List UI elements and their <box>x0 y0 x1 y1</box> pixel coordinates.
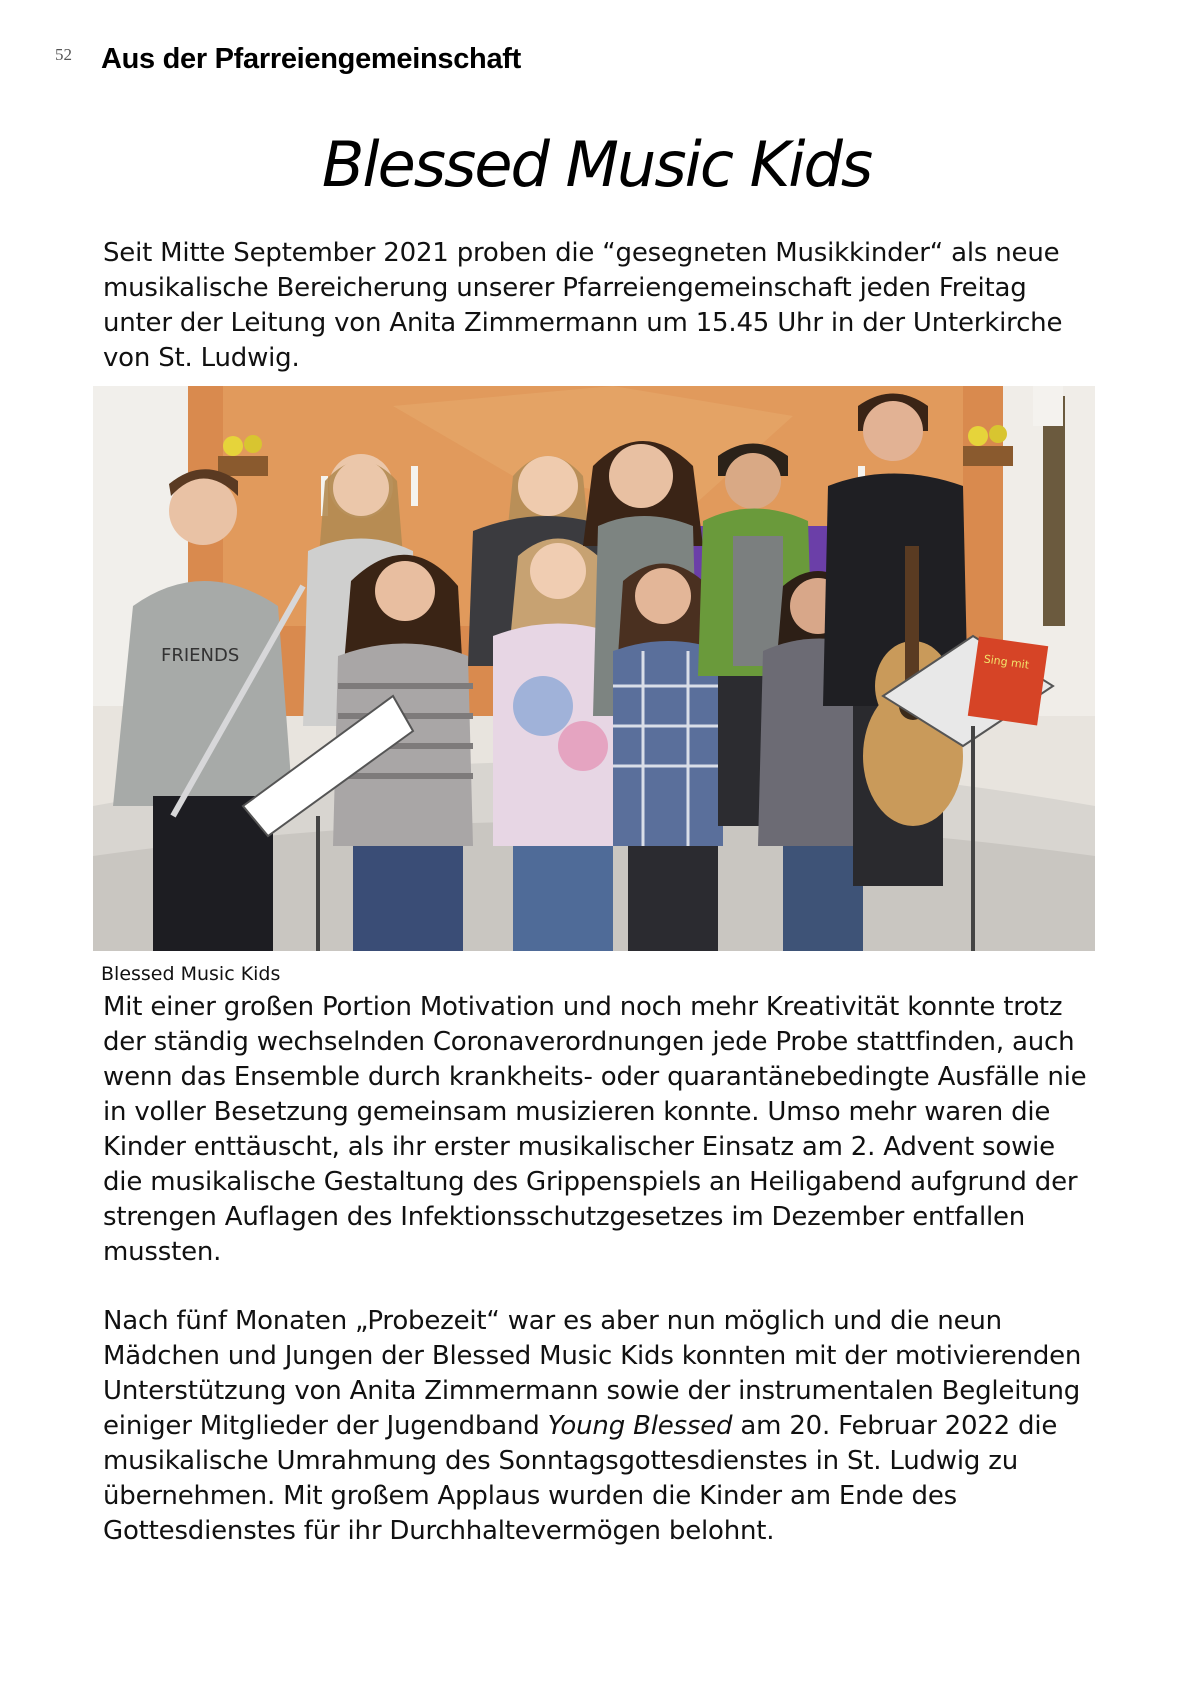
svg-text:FRIENDS: FRIENDS <box>161 645 240 666</box>
paragraph-2-part-1: Nach fünf Monaten „Probezeit“ war es aber nun möglich und die neun Mädchen und Jungen der Blessed Music Kids konnten mit der motivierenden Unterstützung von Anita Zimmermann sowie der instrumentalen Begleitung einiger Mitglieder der Jugendband <box>103 1306 1082 1441</box>
section-title: Aus der Pfarreiengemeinschaft <box>101 43 521 75</box>
band-name-emphasis: Young Blessed <box>547 1411 733 1441</box>
paragraph-1: Mit einer großen Portion Motivation und noch mehr Kreativität konnte trotz der ständig wechselnden Coronaverordnungen jede Probe stattfinden, auch wenn das Ensemble durch krankheits- oder quarantänebedingte Ausfälle nie in voller Besetzung gemeinsam musizieren konnte. Umso mehr waren die Kinder enttäuscht, als ihr erster musikalischer Einsatz am 2. Advent sowie die musikalische Gestaltung des Grippenspiels an Heiligabend aufgrund der strengen Auflagen des Infektionsschutzgesetzes im Dezember entfallen mussten. <box>103 992 1087 1267</box>
article-title: Blessed Music Kids <box>321 128 872 201</box>
svg-text:Sing mit: Sing mit <box>982 652 1030 672</box>
page-number: 52 <box>55 45 72 64</box>
photo-caption: Blessed Music Kids <box>101 963 281 985</box>
group-photo <box>93 386 1095 951</box>
paragraph-2-part-2: am 20. Februar 2022 die musikalische Umrahmung des Sonntagsgottesdienstes in St. Ludwig zu übernehmen. Mit großem Applaus wurden die Kinder am Ende des Gottesdienstes für ihr Durchhaltevermögen belohnt. <box>103 1411 1058 1546</box>
paragraph-2 <box>103 1304 1093 1549</box>
intro-paragraph: Seit Mitte September 2021 proben die “gesegneten Musikkinder“ als neue musikalische Bereicherung unserer Pfarreiengemeinschaft jeden Freitag unter der Leitung von Anita Zimmermann um 15.45 Uhr in der Unterkirche von St. Ludwig. <box>103 238 1063 373</box>
